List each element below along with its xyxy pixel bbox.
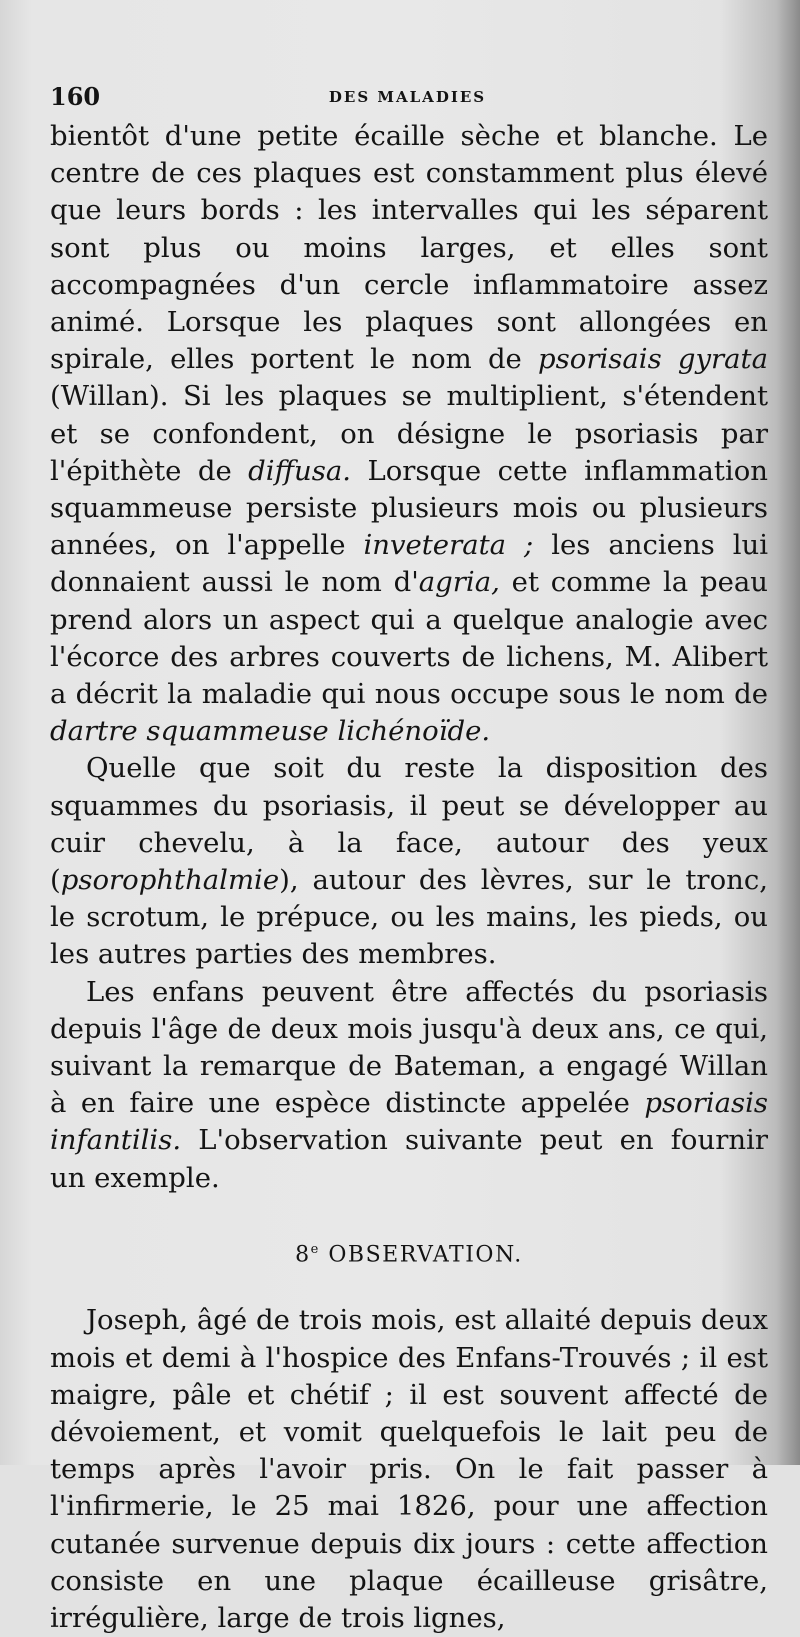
italic-term: psorisais gyrata xyxy=(538,343,769,376)
heading-number: 8 xyxy=(295,1242,311,1268)
page-header xyxy=(50,82,765,112)
italic-term: diffusa. xyxy=(248,454,352,487)
italic-term: psoriasis infantilis. xyxy=(50,1087,768,1157)
running-head: DES MALADIES xyxy=(328,88,487,106)
observation-heading xyxy=(50,1231,768,1274)
italic-term: inveterata ; xyxy=(363,529,534,562)
heading-text: OBSERVATION. xyxy=(319,1242,523,1268)
heading-superscript: e xyxy=(310,1241,320,1257)
italic-term: dartre squammeuse lichénoïde. xyxy=(50,715,491,748)
text-run: L'observation suivante peut en fournir un exemple. xyxy=(50,1124,768,1194)
paragraph-3 xyxy=(50,974,768,1197)
page-number: 160 xyxy=(50,82,101,111)
text-run: et comme la peau prend alors un aspect qui a quelque analogie avec l'écorce des arbres couverts de lichens, M. Alibert a décrit la maladie qui nous occupe sous le nom de xyxy=(50,566,769,711)
italic-term: agria, xyxy=(418,566,500,599)
paragraph-2 xyxy=(50,750,768,973)
text-run: Joseph, âgé de trois mois, est allaité depuis deux mois et demi à l'hospice des Enfans-Trouvés ; il est maigre, pâle et chétif ; il est souvent affecté de dévoiement, et vomit quelquefois le lait peu de temps après l'avoir pris. On le fait passer à l'infirmerie, le 25 mai 1826, pour une affection cutanée survenue depuis dix jours : cette affection consiste en une plaque écailleuse grisâtre, irrégulière, large de trois lignes, xyxy=(50,1304,768,1635)
text-run: (Willan). Si les plaques se multiplient, s'étendent et se confondent, on désigne le psoriasis par l'épithète de xyxy=(50,380,768,487)
text-run: bientôt d'une petite écaille sèche et blanche. Le centre de ces plaques est constamment plus élevé que leurs bords : les intervalles qui les séparent sont plus ou moins larges, et elles sont accompagnées d'un cercle inflammatoire assez animé. Lorsque les plaques sont allongées en spirale, elles portent le nom de xyxy=(50,120,768,376)
body-text xyxy=(50,118,768,1637)
text-run: ), autour des lèvres, sur le tronc, le scrotum, le prépuce, ou les mains, les pieds, ou les autres parties des membres. xyxy=(50,864,768,971)
paragraph-4 xyxy=(50,1302,768,1637)
text-run: Quelle que soit du reste la disposition des squammes du psoriasis, il peut se développer au cuir chevelu, à la face, autour des yeux ( xyxy=(50,752,768,897)
text-run: Les enfans peuvent être affectés du psoriasis depuis l'âge de deux mois jusqu'à deux ans, ce qui, suivant la remarque de Bateman, a engagé Willan à en faire une espèce distincte appelée xyxy=(50,975,768,1120)
text-run: Lorsque cette inflammation squammeuse persiste plusieurs mois ou plusieurs années, on l'appelle xyxy=(50,454,768,562)
paragraph-1 xyxy=(50,118,768,750)
italic-term: psorophthalmie xyxy=(60,864,280,897)
text-run: les anciens lui donnaient aussi le nom d' xyxy=(50,529,769,599)
